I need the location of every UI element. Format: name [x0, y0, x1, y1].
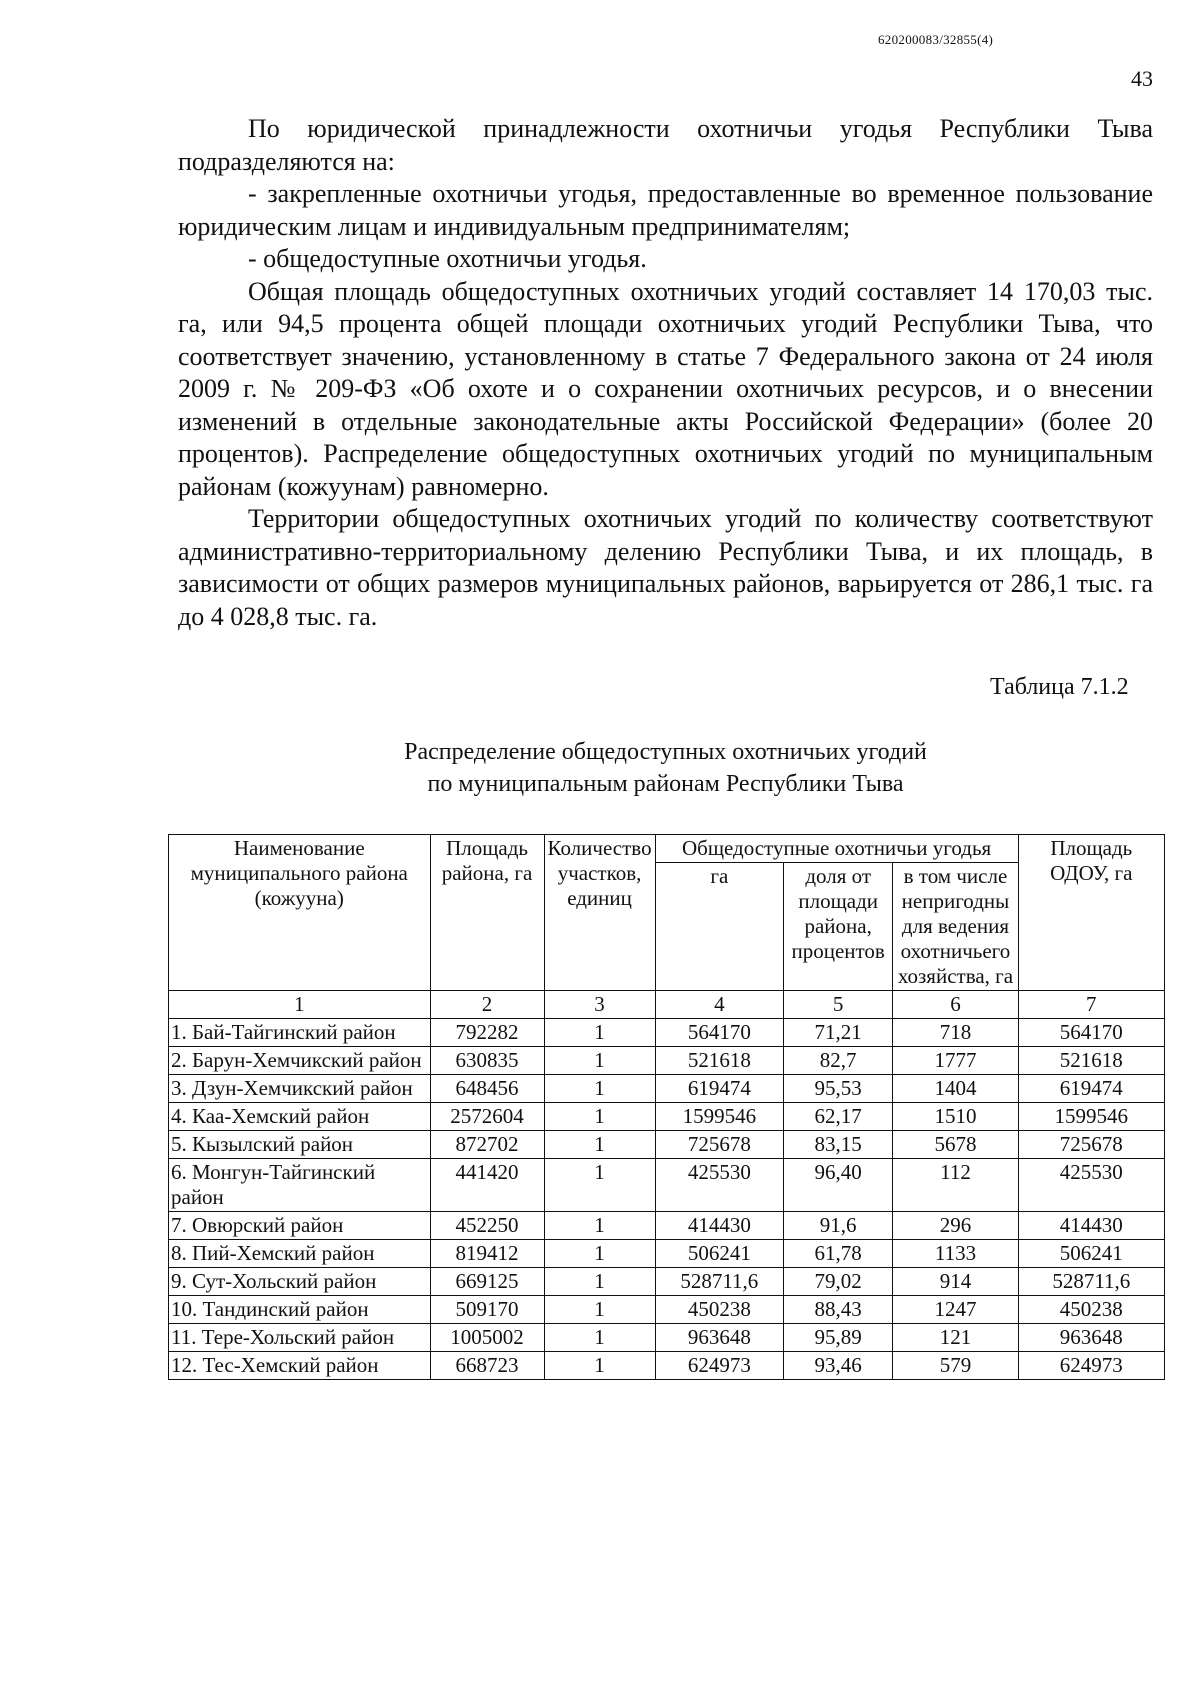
- plot-count: 1: [544, 1268, 655, 1296]
- unfit-ha: 112: [893, 1159, 1018, 1212]
- odou-area: 624973: [1018, 1352, 1164, 1380]
- public-ha: 564170: [655, 1019, 783, 1047]
- public-ha: 725678: [655, 1131, 783, 1159]
- plot-count: 1: [544, 1212, 655, 1240]
- unfit-ha: 296: [893, 1212, 1018, 1240]
- odou-area: 619474: [1018, 1075, 1164, 1103]
- public-share: 96,40: [784, 1159, 893, 1212]
- table-row: [169, 1324, 1165, 1352]
- table-row: [169, 1296, 1165, 1324]
- public-ha: 414430: [655, 1212, 783, 1240]
- table-row: [169, 1047, 1165, 1075]
- public-ha: 619474: [655, 1075, 783, 1103]
- odou-area: 528711,6: [1018, 1268, 1164, 1296]
- unfit-ha: 121: [893, 1324, 1018, 1352]
- district-area: 1005002: [430, 1324, 544, 1352]
- plot-count: 1: [544, 1324, 655, 1352]
- district-name: 11. Тере-Хольский район: [169, 1324, 431, 1352]
- unfit-ha: 718: [893, 1019, 1018, 1047]
- district-name: 12. Тес-Хемский район: [169, 1352, 431, 1380]
- public-ha: 506241: [655, 1240, 783, 1268]
- unfit-ha: 1404: [893, 1075, 1018, 1103]
- column-number: 3: [544, 991, 655, 1019]
- header-count: Количество участков, единиц: [544, 835, 655, 991]
- unfit-ha: 1133: [893, 1240, 1018, 1268]
- public-share: 61,78: [784, 1240, 893, 1268]
- public-ha: 521618: [655, 1047, 783, 1075]
- district-area: 669125: [430, 1268, 544, 1296]
- table-row: [169, 1212, 1165, 1240]
- district-name: 10. Тандинский район: [169, 1296, 431, 1324]
- public-ha: 450238: [655, 1296, 783, 1324]
- table-title: [178, 736, 1153, 800]
- paragraph-1: По юридической принадлежности охотничьи угодья Республики Тыва подразделяются на:: [178, 114, 1153, 176]
- header-area: Площадь района, га: [430, 835, 544, 991]
- header-ha: га: [655, 863, 783, 991]
- table-label: Таблица 7.1.2: [990, 674, 1129, 700]
- column-number: 7: [1018, 991, 1164, 1019]
- public-share: 82,7: [784, 1047, 893, 1075]
- odou-area: 564170: [1018, 1019, 1164, 1047]
- plot-count: 1: [544, 1352, 655, 1380]
- unfit-ha: 579: [893, 1352, 1018, 1380]
- header-name: Наименование муниципального района (кожууна): [169, 835, 431, 991]
- public-ha: 528711,6: [655, 1268, 783, 1296]
- odou-area: 425530: [1018, 1159, 1164, 1212]
- plot-count: 1: [544, 1019, 655, 1047]
- page-number: 43: [1131, 66, 1153, 91]
- district-name: 7. Овюрский район: [169, 1212, 431, 1240]
- districts-table: [168, 834, 1165, 1380]
- table-row: [169, 1268, 1165, 1296]
- column-number: 4: [655, 991, 783, 1019]
- header-share: доля от площади района, процентов: [784, 863, 893, 991]
- table-row: [169, 1075, 1165, 1103]
- paragraph-4: Общая площадь общедоступных охотничьих угодий составляет 14 170,03 тыс. га, или 94,5 процента общей площади охотничьих угодий Республики Тыва, что соответствует значению, установленному в статье 7 Федерального закона от 24 июля 2009 г. № 209-ФЗ «Об охоте и о сохранении охотничьих ресурсов, и о внесении изменений в отдельные законодательные акты Российской Федерации» (более 20 процентов). Распределение общедоступных охотничьих угодий по муниципальным районам (кожуунам) равномерно.: [178, 276, 1153, 501]
- district-name: 6. Монгун-Тайгинский район: [169, 1159, 431, 1212]
- plot-count: 1: [544, 1240, 655, 1268]
- odou-area: 521618: [1018, 1047, 1164, 1075]
- district-name: 1. Бай-Тайгинский район: [169, 1019, 431, 1047]
- paragraph-5: Территории общедоступных охотничьих угодий по количеству соответствуют административно-территориальному делению Республики Тыва, и их площадь, в зависимости от общих размеров муниципальных районов, варьируется от 286,1 тыс. га до 4 028,8 тыс. га.: [178, 504, 1153, 631]
- district-area: 668723: [430, 1352, 544, 1380]
- header-odou: Площадь ОДОУ, га: [1018, 835, 1164, 991]
- table-row: [169, 1131, 1165, 1159]
- column-number: 1: [169, 991, 431, 1019]
- district-name: 8. Пий-Хемский район: [169, 1240, 431, 1268]
- public-share: 95,89: [784, 1324, 893, 1352]
- plot-count: 1: [544, 1159, 655, 1212]
- column-number: 5: [784, 991, 893, 1019]
- header-public-lands: Общедоступные охотничьи угодья: [655, 835, 1018, 863]
- plot-count: 1: [544, 1075, 655, 1103]
- table-row: [169, 1103, 1165, 1131]
- column-numbers-row: [169, 991, 1165, 1019]
- public-share: 88,43: [784, 1296, 893, 1324]
- district-area: 648456: [430, 1075, 544, 1103]
- district-area: 630835: [430, 1047, 544, 1075]
- public-share: 71,21: [784, 1019, 893, 1047]
- plot-count: 1: [544, 1296, 655, 1324]
- unfit-ha: 1510: [893, 1103, 1018, 1131]
- public-ha: 425530: [655, 1159, 783, 1212]
- district-area: 819412: [430, 1240, 544, 1268]
- odou-area: 450238: [1018, 1296, 1164, 1324]
- odou-area: 1599546: [1018, 1103, 1164, 1131]
- odou-area: 963648: [1018, 1324, 1164, 1352]
- public-share: 62,17: [784, 1103, 893, 1131]
- unfit-ha: 1777: [893, 1047, 1018, 1075]
- public-share: 91,6: [784, 1212, 893, 1240]
- district-area: 452250: [430, 1212, 544, 1240]
- public-share: 93,46: [784, 1352, 893, 1380]
- body-text: [178, 113, 1153, 633]
- district-area: 792282: [430, 1019, 544, 1047]
- public-ha: 1599546: [655, 1103, 783, 1131]
- district-area: 2572604: [430, 1103, 544, 1131]
- district-name: 2. Барун-Хемчикский район: [169, 1047, 431, 1075]
- district-name: 5. Кызылский район: [169, 1131, 431, 1159]
- district-area: 509170: [430, 1296, 544, 1324]
- paragraph-2: - закрепленные охотничьи угодья, предоставленные во временное пользование юридическим лицам и индивидуальным предпринимателям;: [178, 179, 1153, 241]
- table-row: [169, 1240, 1165, 1268]
- column-number: 6: [893, 991, 1018, 1019]
- district-area: 872702: [430, 1131, 544, 1159]
- table-row: [169, 1159, 1165, 1212]
- paragraph-3: - общедоступные охотничьи угодья.: [248, 244, 647, 273]
- unfit-ha: 5678: [893, 1131, 1018, 1159]
- header-unfit: в том числе непригодны для ведения охотничьего хозяйства, га: [893, 863, 1018, 991]
- odou-area: 725678: [1018, 1131, 1164, 1159]
- public-ha: 963648: [655, 1324, 783, 1352]
- plot-count: 1: [544, 1103, 655, 1131]
- district-name: 9. Сут-Хольский район: [169, 1268, 431, 1296]
- public-ha: 624973: [655, 1352, 783, 1380]
- unfit-ha: 1247: [893, 1296, 1018, 1324]
- table-title-line-2: по муниципальным районам Республики Тыва: [427, 771, 904, 797]
- plot-count: 1: [544, 1047, 655, 1075]
- district-name: 4. Каа-Хемский район: [169, 1103, 431, 1131]
- odou-area: 506241: [1018, 1240, 1164, 1268]
- table-row: [169, 1352, 1165, 1380]
- table-title-line-1: Распределение общедоступных охотничьих угодий: [404, 739, 927, 765]
- public-share: 95,53: [784, 1075, 893, 1103]
- public-share: 83,15: [784, 1131, 893, 1159]
- plot-count: 1: [544, 1131, 655, 1159]
- public-share: 79,02: [784, 1268, 893, 1296]
- document-id: 620200083/32855(4): [878, 32, 994, 47]
- odou-area: 414430: [1018, 1212, 1164, 1240]
- district-area: 441420: [430, 1159, 544, 1212]
- table-row: [169, 1019, 1165, 1047]
- district-name: 3. Дзун-Хемчикский район: [169, 1075, 431, 1103]
- unfit-ha: 914: [893, 1268, 1018, 1296]
- column-number: 2: [430, 991, 544, 1019]
